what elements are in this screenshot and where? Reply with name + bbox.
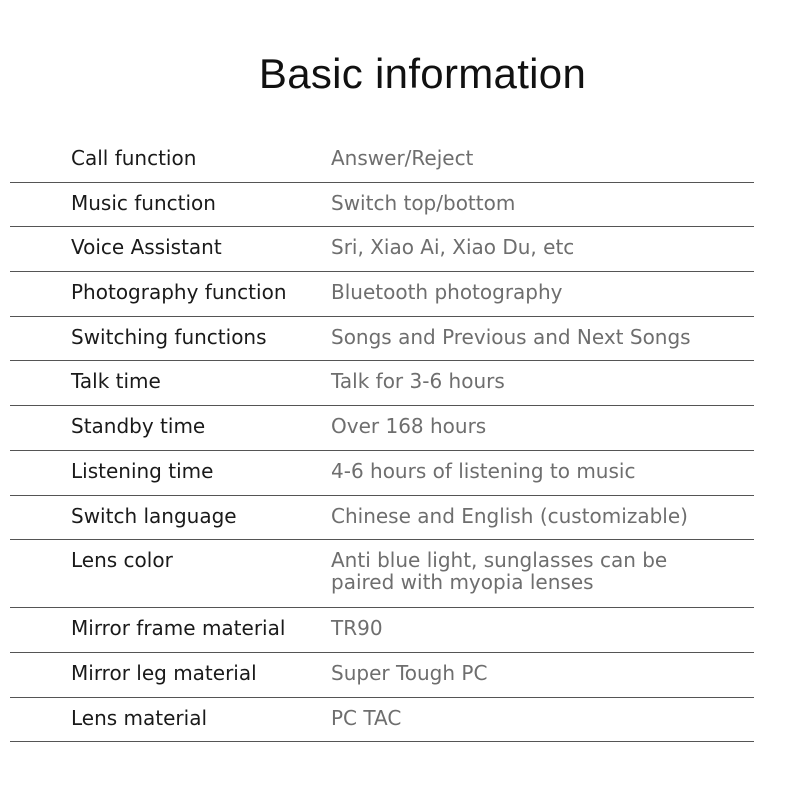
spec-label: Standby time: [71, 414, 206, 439]
spec-row-talk-time: [10, 361, 754, 406]
spec-label: Switching functions: [71, 324, 267, 349]
spec-value: Anti blue light, sunglasses can be paired with myopia lenses: [331, 548, 668, 595]
spec-label: Mirror frame material: [71, 616, 286, 641]
spec-value: Talk for 3-6 hours: [331, 369, 505, 394]
spec-row-lens-color: [10, 540, 754, 608]
page-title: Basic information: [258, 50, 587, 97]
spec-value: 4-6 hours of listening to music: [331, 458, 636, 483]
spec-label: Lens material: [71, 705, 208, 730]
spec-value: Over 168 hours: [331, 414, 487, 439]
spec-value: Bluetooth photography: [331, 280, 563, 305]
spec-value: Super Tough PC: [331, 660, 488, 685]
spec-row-photography-function: [10, 272, 754, 317]
spec-label: Lens color: [71, 548, 173, 573]
spec-value: PC TAC: [331, 705, 402, 730]
spec-table: [10, 138, 754, 742]
spec-value: Sri, Xiao Ai, Xiao Du, etc: [331, 235, 575, 260]
spec-row-mirror-frame-material: [10, 608, 754, 653]
spec-value: Songs and Previous and Next Songs: [331, 324, 691, 349]
spec-value: Answer/Reject: [331, 146, 474, 170]
spec-row-switching-functions: [10, 317, 754, 362]
spec-row-lens-material: [10, 698, 754, 743]
spec-row-voice-assistant: [10, 227, 754, 272]
spec-row-call-function: [10, 138, 754, 183]
spec-row-standby-time: [10, 406, 754, 451]
spec-label: Call function: [71, 146, 197, 170]
spec-value: Chinese and English (customizable): [331, 503, 688, 528]
spec-label: Switch language: [71, 503, 237, 528]
spec-label: Photography function: [71, 280, 287, 305]
spec-row-switch-language: [10, 496, 754, 541]
spec-value: Switch top/bottom: [331, 190, 516, 215]
spec-row-listening-time: [10, 451, 754, 496]
spec-label: Listening time: [71, 458, 214, 483]
spec-label: Talk time: [71, 369, 161, 394]
spec-label: Music function: [71, 190, 216, 215]
spec-label: Mirror leg material: [71, 660, 257, 685]
spec-row-mirror-leg-material: [10, 653, 754, 698]
spec-label: Voice Assistant: [71, 235, 222, 260]
spec-row-music-function: [10, 183, 754, 228]
spec-value: TR90: [331, 616, 383, 641]
